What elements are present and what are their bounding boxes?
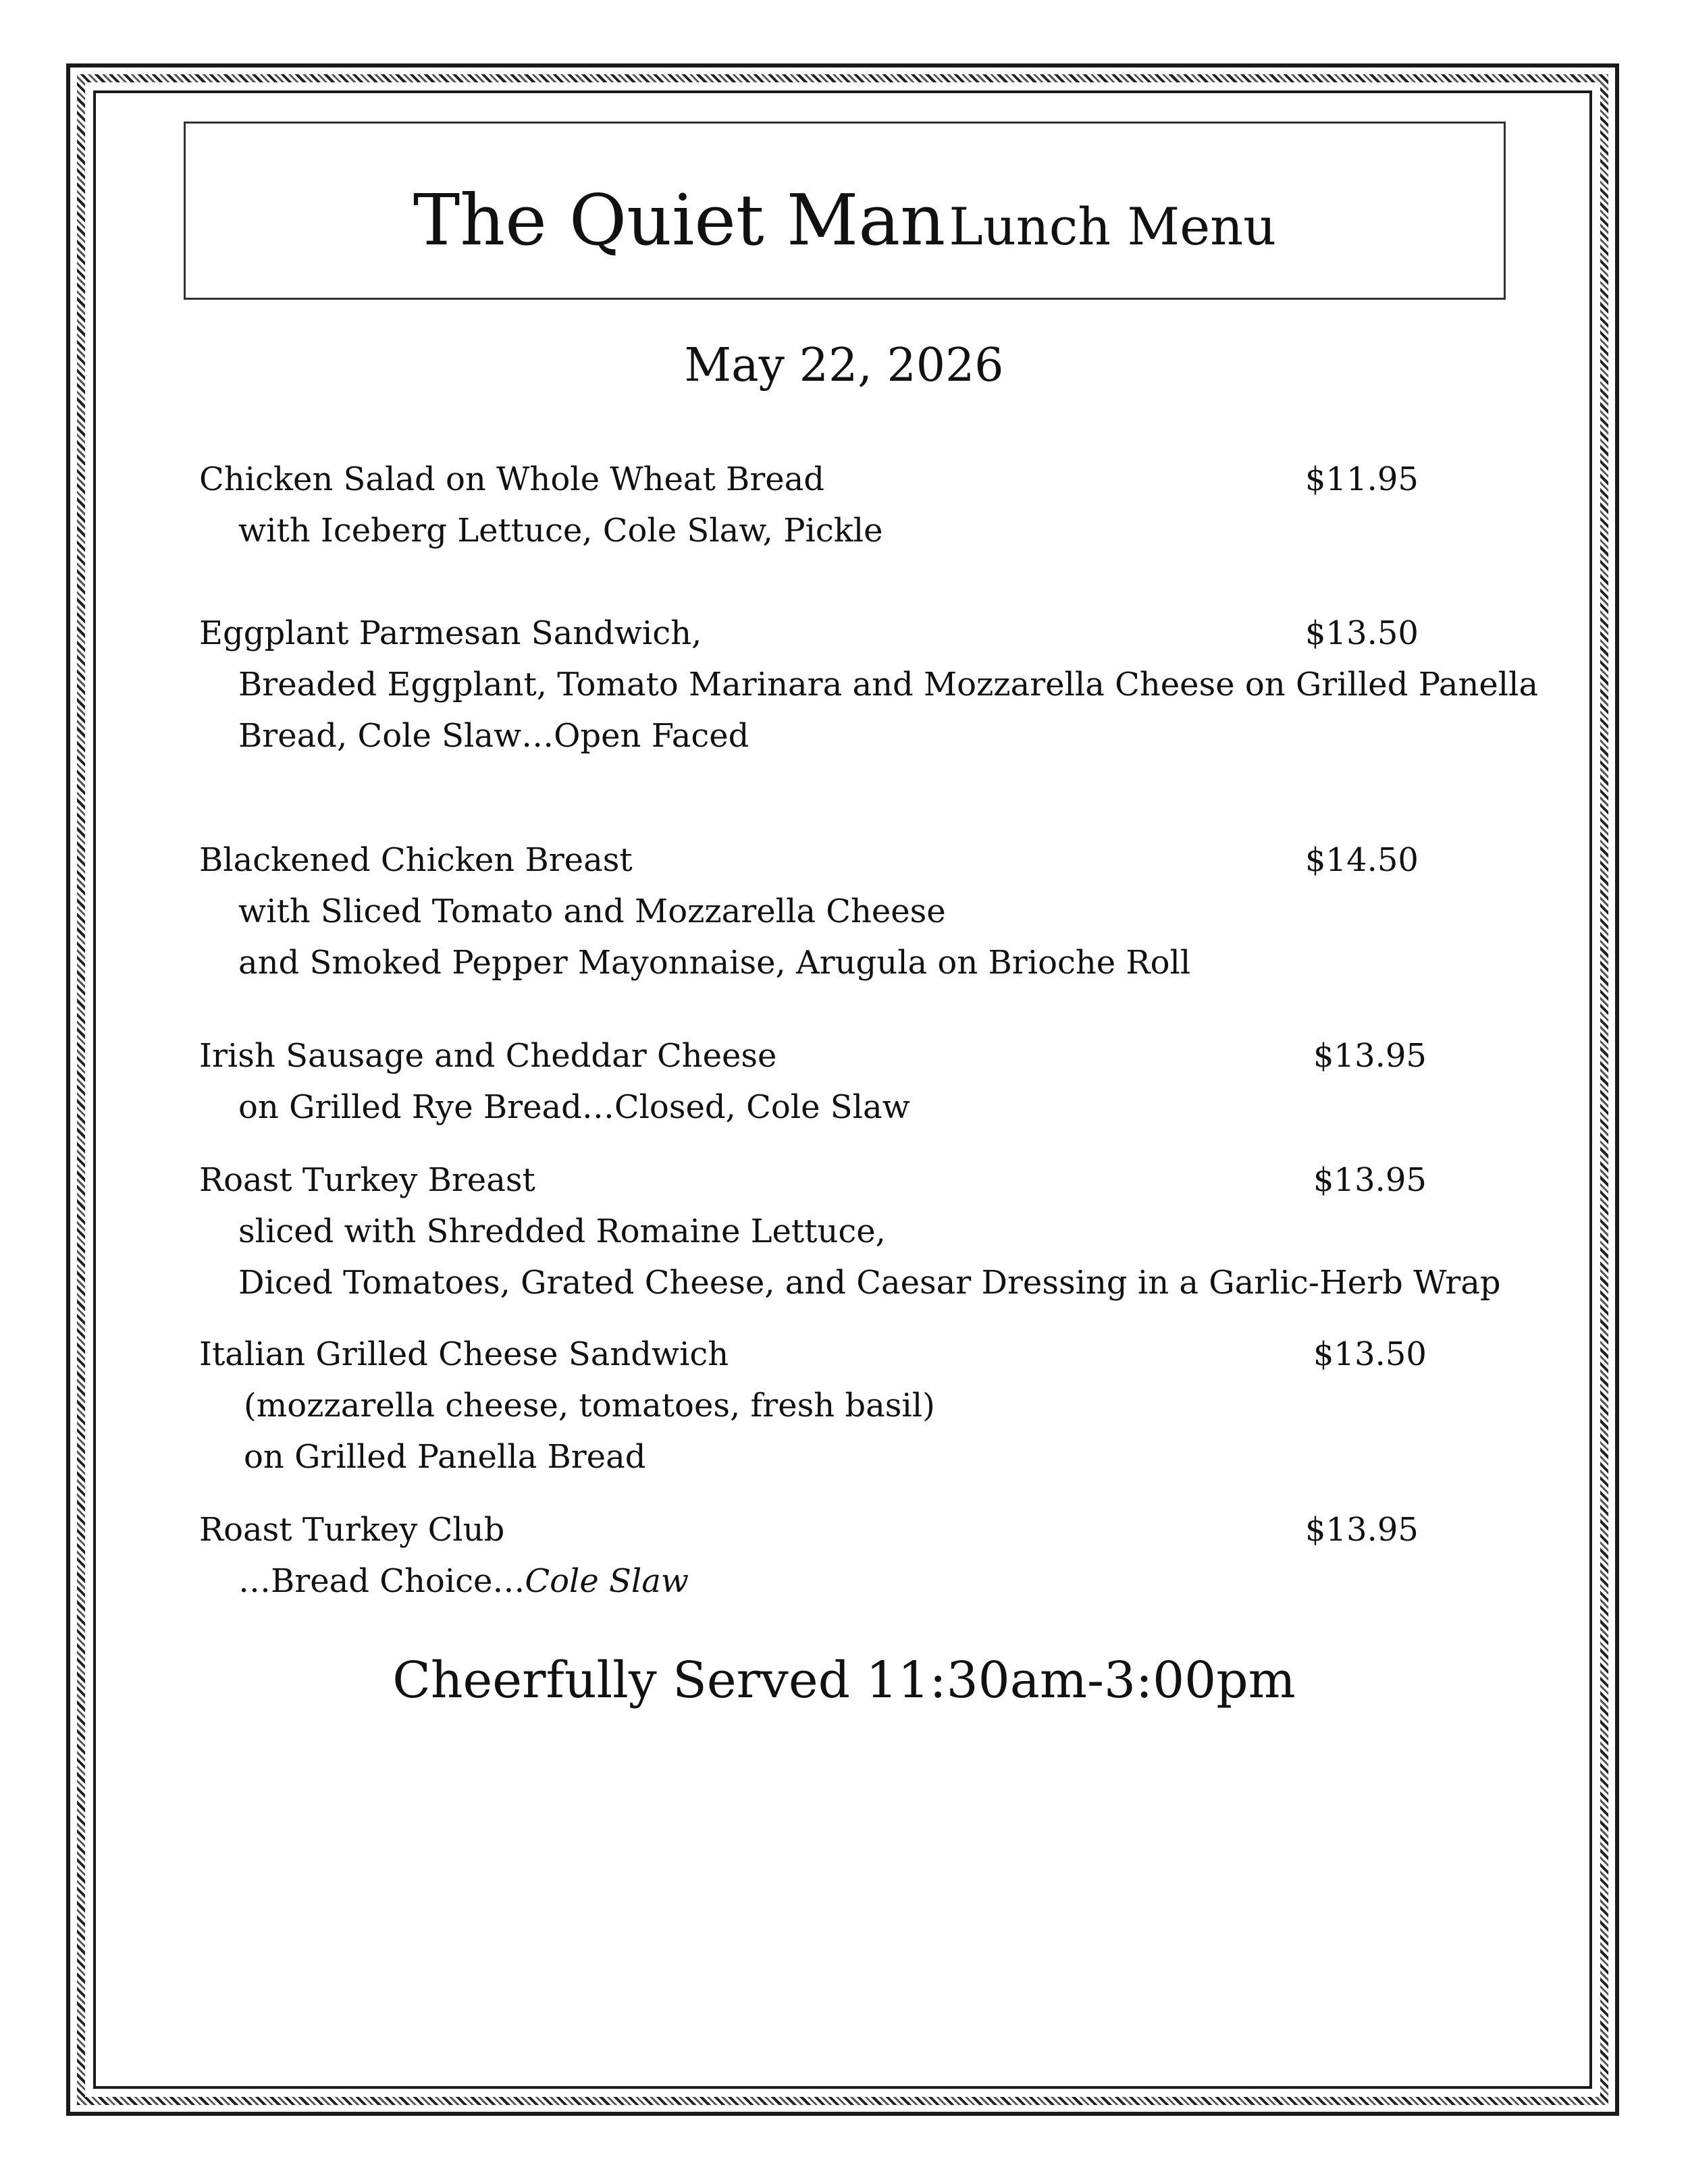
menu-item-name: Roast Turkey Club (199, 1511, 505, 1549)
menu-item-name: Italian Grilled Cheese Sandwich (199, 1335, 729, 1373)
menu-item-price: $13.95 (1313, 1161, 1427, 1199)
description-line: on Grilled Rye Bread…Closed, Cole Slaw (238, 1088, 910, 1126)
description-line: (mozzarella cheese, tomatoes, fresh basil) (244, 1387, 935, 1424)
restaurant-name: The Quiet Man (413, 179, 946, 261)
menu-item-price: $13.95 (1313, 1037, 1427, 1075)
description-line: Bread, Cole Slaw…Open Faced (238, 717, 749, 755)
page-title (186, 179, 1504, 261)
menu-type-label: Lunch Menu (949, 196, 1277, 257)
menu-item-description (238, 505, 883, 556)
description-text: …Bread Choice… (238, 1562, 525, 1600)
menu-item-price: $14.50 (1305, 841, 1419, 879)
menu-item-name: Irish Sausage and Cheddar Cheese (199, 1037, 777, 1075)
menu-item-name: Blackened Chicken Breast (199, 841, 633, 879)
title-box (184, 122, 1506, 300)
description-line: Breaded Eggplant, Tomato Marinara and Mozzarella Cheese on Grilled Panella (238, 666, 1539, 703)
menu-item-name: Chicken Salad on Whole Wheat Bread (199, 460, 825, 498)
menu-item-description (238, 1082, 910, 1133)
menu-item-price: $11.95 (1305, 460, 1419, 498)
menu-date: May 22, 2026 (684, 339, 1004, 392)
menu-item-description (238, 886, 1190, 988)
menu-item-price: $13.95 (1305, 1511, 1419, 1549)
description-line: sliced with Shredded Romaine Lettuce, (238, 1213, 886, 1250)
menu-item-name: Eggplant Parmesan Sandwich, (199, 614, 702, 652)
description-italic-text: Cole Slaw (525, 1562, 689, 1600)
menu-item-price: $13.50 (1313, 1335, 1427, 1373)
description-line: on Grilled Panella Bread (244, 1438, 646, 1476)
menu-item-description (238, 1555, 689, 1607)
description-line: and Smoked Pepper Mayonnaise, Arugula on Brioche Roll (238, 944, 1191, 982)
description-line: with Iceberg Lettuce, Cole Slaw, Pickle (238, 512, 883, 550)
serving-hours: Cheerfully Served 11:30am-3:00pm (392, 1651, 1296, 1709)
description-line: Diced Tomatoes, Grated Cheese, and Caesar Dressing in a Garlic-Herb Wrap (238, 1264, 1501, 1302)
menu-item-description (244, 1380, 935, 1483)
description-line: with Sliced Tomato and Mozzarella Cheese (238, 893, 946, 930)
menu-item-price: $13.50 (1305, 614, 1419, 652)
menu-item-name: Roast Turkey Breast (199, 1161, 535, 1199)
menu-item-description (238, 659, 1538, 762)
menu-item-description (238, 1206, 1501, 1308)
description-line (238, 1555, 689, 1607)
